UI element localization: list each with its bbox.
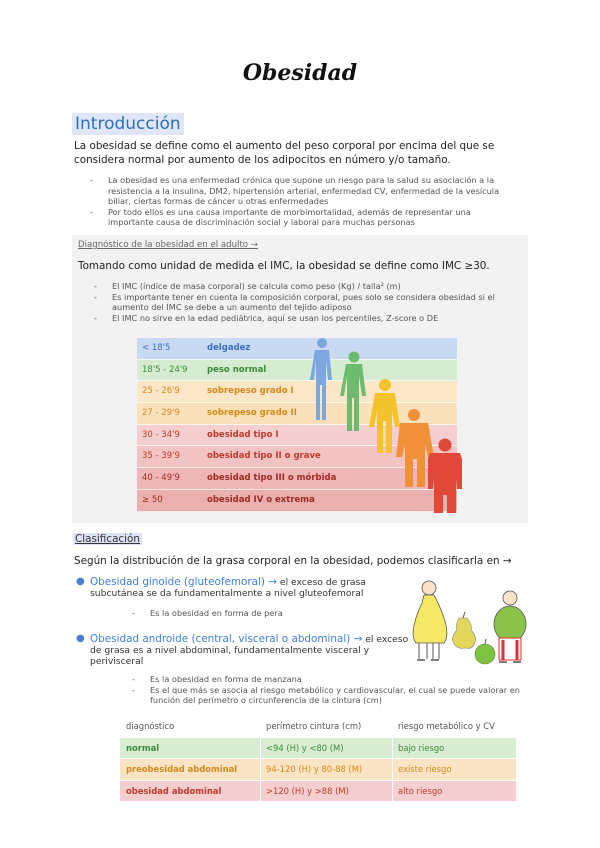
imc-label: sobrepeso grado I: [207, 386, 294, 397]
table-cell: <94 (H) y <80 (M): [266, 742, 344, 753]
intro-heading: Introducción: [72, 113, 184, 135]
body-silhouettes-illustration: [302, 335, 462, 525]
table-cell: existe riesgo: [398, 764, 452, 774]
imc-label: sobrepeso grado II: [207, 408, 297, 419]
clasificacion-heading: Clasificación: [75, 533, 140, 545]
ginoide-desc: el exceso de grasa subcutánea se da fundamentalmente a nivel gluteofemoral: [90, 577, 366, 599]
table-cell: bajo riesgo: [398, 742, 445, 753]
imc-label: delgadez: [207, 343, 251, 353]
table-cell: 94-120 (H) y 80-88 (M): [266, 764, 363, 774]
silhouette-morbid-obese: [428, 439, 462, 514]
clasificacion-paragraph: Según la distribución de la grasa corporal en la obesidad, podemos clasificarla en →: [74, 555, 512, 567]
table-cell: preobesidad abdominal: [126, 764, 238, 774]
list-item: - Es el que más se asocia al riesgo metabólico y cardiovascular, el cual se puede valorar en función del perímetro o circunferencia de la cintura (cm): [130, 685, 525, 706]
table-cell: obesidad abdominal: [126, 785, 222, 796]
pear-apple-body-illustration: [405, 578, 535, 670]
imc-label: obesidad IV o extrema: [207, 494, 315, 505]
imc-label: obesidad tipo III o mórbida: [207, 473, 337, 484]
diagnostico-bullets: [92, 281, 522, 323]
imc-range: 40 - 49'9: [142, 473, 180, 484]
apple-shaped-man-drawing: [494, 591, 526, 662]
list-item: - Por todo ellos es una causa importante de morbimortalidad, además de representar una importante causa de discriminación social y laboral para muchas personas: [88, 207, 518, 228]
silhouette-underweight: [310, 338, 332, 420]
table-cell: alto riesgo: [398, 785, 443, 796]
bullet-dot: ●: [76, 576, 85, 587]
silhouette-overweight: [369, 379, 400, 453]
ginoide-title: Obesidad ginoide (gluteofemoral) →: [90, 576, 277, 588]
imc-range: 27 - 29'9: [142, 408, 180, 419]
diagnostico-heading[interactable]: Diagnóstico de la obesidad en el adulto →: [78, 240, 258, 250]
ginoide-bullet: [76, 576, 390, 600]
intro-bullets: [88, 175, 518, 228]
list-item: - Es la obesidad en forma de manzana: [130, 674, 525, 685]
androide-bullet: [76, 633, 420, 667]
imc-range: 25 - 26'9: [142, 386, 180, 397]
pear-shaped-woman-drawing: [413, 581, 447, 660]
diagnostico-text: Tomando como unidad de medida el IMC, la obesidad se define como IMC ≥30.: [78, 260, 490, 272]
imc-range: ≥ 50: [142, 494, 163, 505]
imc-label: obesidad tipo I: [207, 429, 279, 440]
table-row: [120, 738, 516, 760]
list-item: - Es la obesidad en forma de pera: [130, 608, 380, 619]
androide-title: Obesidad androide (central, visceral o abdominal) →: [90, 633, 363, 645]
table-cell: normal: [126, 742, 160, 753]
table-cell: >120 (H) y >88 (M): [266, 785, 349, 796]
androide-subbullets: [130, 674, 525, 706]
apple-fruit-drawing: [475, 639, 495, 664]
ginoide-subbullets: [130, 608, 380, 619]
imc-range: 18'5 - 24'9: [142, 364, 188, 375]
silhouette-normal: [340, 352, 366, 432]
column-header: riesgo metabólico y CV: [398, 721, 495, 731]
column-header: perímetro cintura (cm): [266, 721, 362, 731]
list-item: - El IMC (índice de masa corporal) se calcula como peso (Kg) / talla² (m): [92, 281, 522, 292]
imc-label: obesidad tipo II o grave: [207, 451, 321, 462]
table-row: [120, 759, 516, 781]
intro-paragraph: La obesidad se define como el aumento del peso corporal por encima del que se considera normal por aumento de los adipocitos en número y/o tamaño.: [74, 140, 495, 166]
column-header: diagnóstico: [126, 721, 175, 731]
diagnostico-box: [72, 235, 528, 523]
imc-range: < 18'5: [142, 343, 171, 353]
pear-fruit-drawing: [453, 612, 476, 648]
imc-label: peso normal: [207, 364, 267, 375]
imc-range: 35 - 39'9: [142, 451, 180, 462]
bullet-dot: ●: [76, 633, 85, 644]
androide-desc: el exceso de grasa es a nivel abdominal, fundamentalmente visceral y perivisceral: [90, 634, 409, 667]
imc-range: 30 - 34'9: [142, 429, 180, 440]
cintura-table: [120, 716, 516, 802]
list-item: - El IMC no sirve en la edad pediátrica, aquí se usan los percentiles, Z-score o DE: [92, 313, 522, 324]
table-header-row: [120, 716, 516, 738]
page-title: Obesidad: [242, 60, 358, 86]
list-item: - La obesidad es una enfermedad crónica que supone un riesgo para la salud su asociación a la resistencia a la insulina, DM2, hipertensión arterial, enfermedad CV, enfermedad de la vesícula biliar, ciertas formas de cáncer u otras enfermedades: [88, 175, 518, 207]
table-row: [120, 781, 516, 803]
list-item: - Es importante tener en cuenta la composición corporal, pues solo se considera obesidad si el aumento del IMC se debe a un aumento del tejido adiposo: [92, 292, 522, 313]
